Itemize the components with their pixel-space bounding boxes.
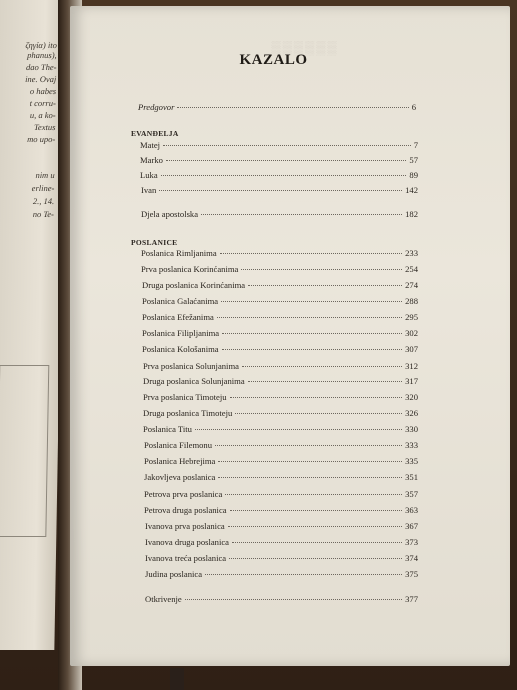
toc-entry-page: 335 [405, 456, 418, 466]
left-page-line: phanus), [27, 50, 57, 60]
toc-entry [145, 594, 418, 604]
toc-entry [140, 170, 418, 180]
left-page-line: u, a ko- [29, 110, 56, 120]
toc-entry-page: 373 [405, 537, 418, 547]
toc-entry [144, 456, 418, 466]
toc-entry-label: Prva poslanica Korinćanima [141, 264, 239, 274]
toc-entry-page: 57 [409, 155, 418, 165]
toc-entry-page: 89 [409, 170, 418, 180]
toc-entry [142, 344, 418, 354]
toc-entry-label: Ivanova treća poslanica [145, 553, 227, 563]
toc-entry-page: 367 [405, 521, 418, 531]
toc-entry-page: 357 [405, 489, 418, 499]
leader-dots [221, 301, 402, 302]
toc-entry [144, 472, 418, 482]
leader-dots [185, 599, 402, 600]
left-page-line: erline- [31, 183, 55, 193]
toc-entry [141, 209, 418, 219]
toc-entry-page: 351 [405, 472, 418, 482]
toc-entry [141, 264, 418, 274]
toc-entry-label: Luka [140, 170, 158, 180]
toc-entry-page: 333 [405, 440, 418, 450]
leader-dots [228, 526, 402, 527]
leader-dots [235, 413, 402, 414]
toc-section-heading: POSLANICE [131, 238, 178, 247]
left-page-line: ζηγία) ito [25, 40, 57, 50]
toc-entry [143, 424, 418, 434]
toc-entry-label: Poslanica Galaćanima [142, 296, 219, 306]
toc-entry-label: Petrova prva poslanica [144, 489, 223, 499]
toc-entry-label: Poslanica Kološanima [142, 344, 219, 354]
leader-dots [177, 107, 408, 108]
left-page-line: dao The- [25, 62, 57, 72]
toc-entry [141, 248, 418, 258]
leader-dots [217, 317, 402, 318]
leader-dots [248, 381, 402, 382]
leader-dots [218, 477, 402, 478]
toc-entry-label: Poslanica Filemonu [144, 440, 213, 450]
toc-entry-page: 377 [405, 594, 418, 604]
toc-entry [143, 361, 418, 371]
toc-entry-label: Poslanica Filipljanima [142, 328, 220, 338]
leader-dots [215, 445, 402, 446]
leader-dots [232, 542, 402, 543]
left-page-line: ine. Ovaj [25, 74, 57, 84]
leader-dots [242, 366, 402, 367]
left-page-line: 2., 14. [32, 196, 55, 206]
toc-entry [141, 185, 418, 195]
toc-entry-page: 6 [411, 102, 416, 112]
toc-entry-page: 182 [405, 209, 418, 219]
toc-entry-page: 274 [405, 280, 418, 290]
toc-entry-page: 326 [405, 408, 418, 418]
left-page-line: t corru- [29, 98, 56, 108]
toc-entry-preface [138, 102, 416, 112]
toc-entry-page: 374 [405, 553, 418, 563]
toc-entry-label: Druga poslanica Korinćanima [142, 280, 246, 290]
toc-entry-page: 302 [405, 328, 418, 338]
toc-entry [142, 312, 418, 322]
leader-dots [222, 349, 402, 350]
leader-dots [230, 397, 403, 398]
toc-section-heading: EVANĐELJA [131, 129, 179, 138]
leader-dots [161, 175, 407, 176]
left-page-line: Textus [33, 122, 56, 132]
toc-entry [145, 553, 418, 563]
toc-entry [145, 521, 418, 531]
leader-dots [241, 269, 402, 270]
toc-entry [143, 408, 418, 418]
toc-entry [140, 155, 418, 165]
toc-entry [143, 376, 418, 386]
toc-entry-page: 330 [405, 424, 418, 434]
toc-entry-page: 142 [405, 185, 418, 195]
leader-dots [159, 190, 402, 191]
toc-entry-label: Judina poslanica [145, 569, 203, 579]
toc-entry-label: Prva poslanica Timoteju [143, 392, 227, 402]
leader-dots [222, 333, 402, 334]
toc-entry-label: Matej [140, 140, 161, 150]
toc-entry-page: 375 [405, 569, 418, 579]
toc-entry-label: Predgovor [138, 102, 175, 112]
toc-entry [143, 392, 418, 402]
leader-dots [220, 253, 402, 254]
toc-entry-label: Petrova druga poslanica [144, 505, 227, 515]
toc-entry-label: Prva poslanica Solunjanima [143, 361, 239, 371]
toc-entry [145, 569, 418, 579]
toc-entry-label: Jakovljeva poslanica [144, 472, 216, 482]
leader-dots [166, 160, 406, 161]
toc-entry-page: 307 [405, 344, 418, 354]
toc-entry [142, 296, 418, 306]
toc-entry-label: Marko [140, 155, 163, 165]
toc-entry-label: Djela apostolska [141, 209, 199, 219]
toc-entry-label: Poslanica Hebrejima [144, 456, 216, 466]
leader-dots [248, 285, 402, 286]
leader-dots [225, 494, 402, 495]
toc-entry-page: 233 [405, 248, 418, 258]
toc-entry-page: 295 [405, 312, 418, 322]
toc-entry-label: Poslanica Rimljanima [141, 248, 217, 258]
show-through-text: ▒▒▒▒▒▒ [271, 40, 339, 55]
toc-entry [140, 140, 418, 150]
toc-entry [145, 537, 418, 547]
toc-entry [144, 505, 418, 515]
toc-entry-label: Druga poslanica Timoteju [143, 408, 233, 418]
toc-entry-label: Druga poslanica Solunjanima [143, 376, 245, 386]
left-page-line: nim u [35, 170, 55, 180]
left-page-line: mo upo- [27, 134, 56, 144]
toc-entry [142, 280, 418, 290]
toc-entry-label: Poslanica Titu [143, 424, 192, 434]
toc-entry-label: Ivanova prva poslanica [145, 521, 225, 531]
left-page-line: no Te- [32, 209, 55, 219]
leader-dots [195, 429, 402, 430]
toc-entry-page: 363 [405, 505, 418, 515]
toc-entry-page: 7 [413, 140, 418, 150]
toc-entry-page: 312 [405, 361, 418, 371]
toc-entry-label: Poslanica Efežanima [142, 312, 214, 322]
page-title: KAZALO [239, 52, 308, 68]
toc-entry-label: Ivanova druga poslanica [145, 537, 229, 547]
leader-dots [163, 145, 411, 146]
toc-entry-page: 288 [405, 296, 418, 306]
leader-dots [229, 558, 402, 559]
toc-entry-page: 254 [405, 264, 418, 274]
left-page-line: o habes [29, 86, 57, 96]
bookmark-ribbon [170, 668, 184, 690]
toc-entry-label: Ivan [141, 185, 157, 195]
leader-dots [218, 461, 402, 462]
toc-entry [142, 328, 418, 338]
leader-dots [230, 510, 403, 511]
toc-entry-page: 320 [405, 392, 418, 402]
toc-entry [144, 440, 418, 450]
toc-entry-label: Otkrivenje [145, 594, 182, 604]
toc-entry-page: 317 [405, 376, 418, 386]
toc-entry [144, 489, 418, 499]
leader-dots [205, 574, 402, 575]
leader-dots [201, 214, 402, 215]
